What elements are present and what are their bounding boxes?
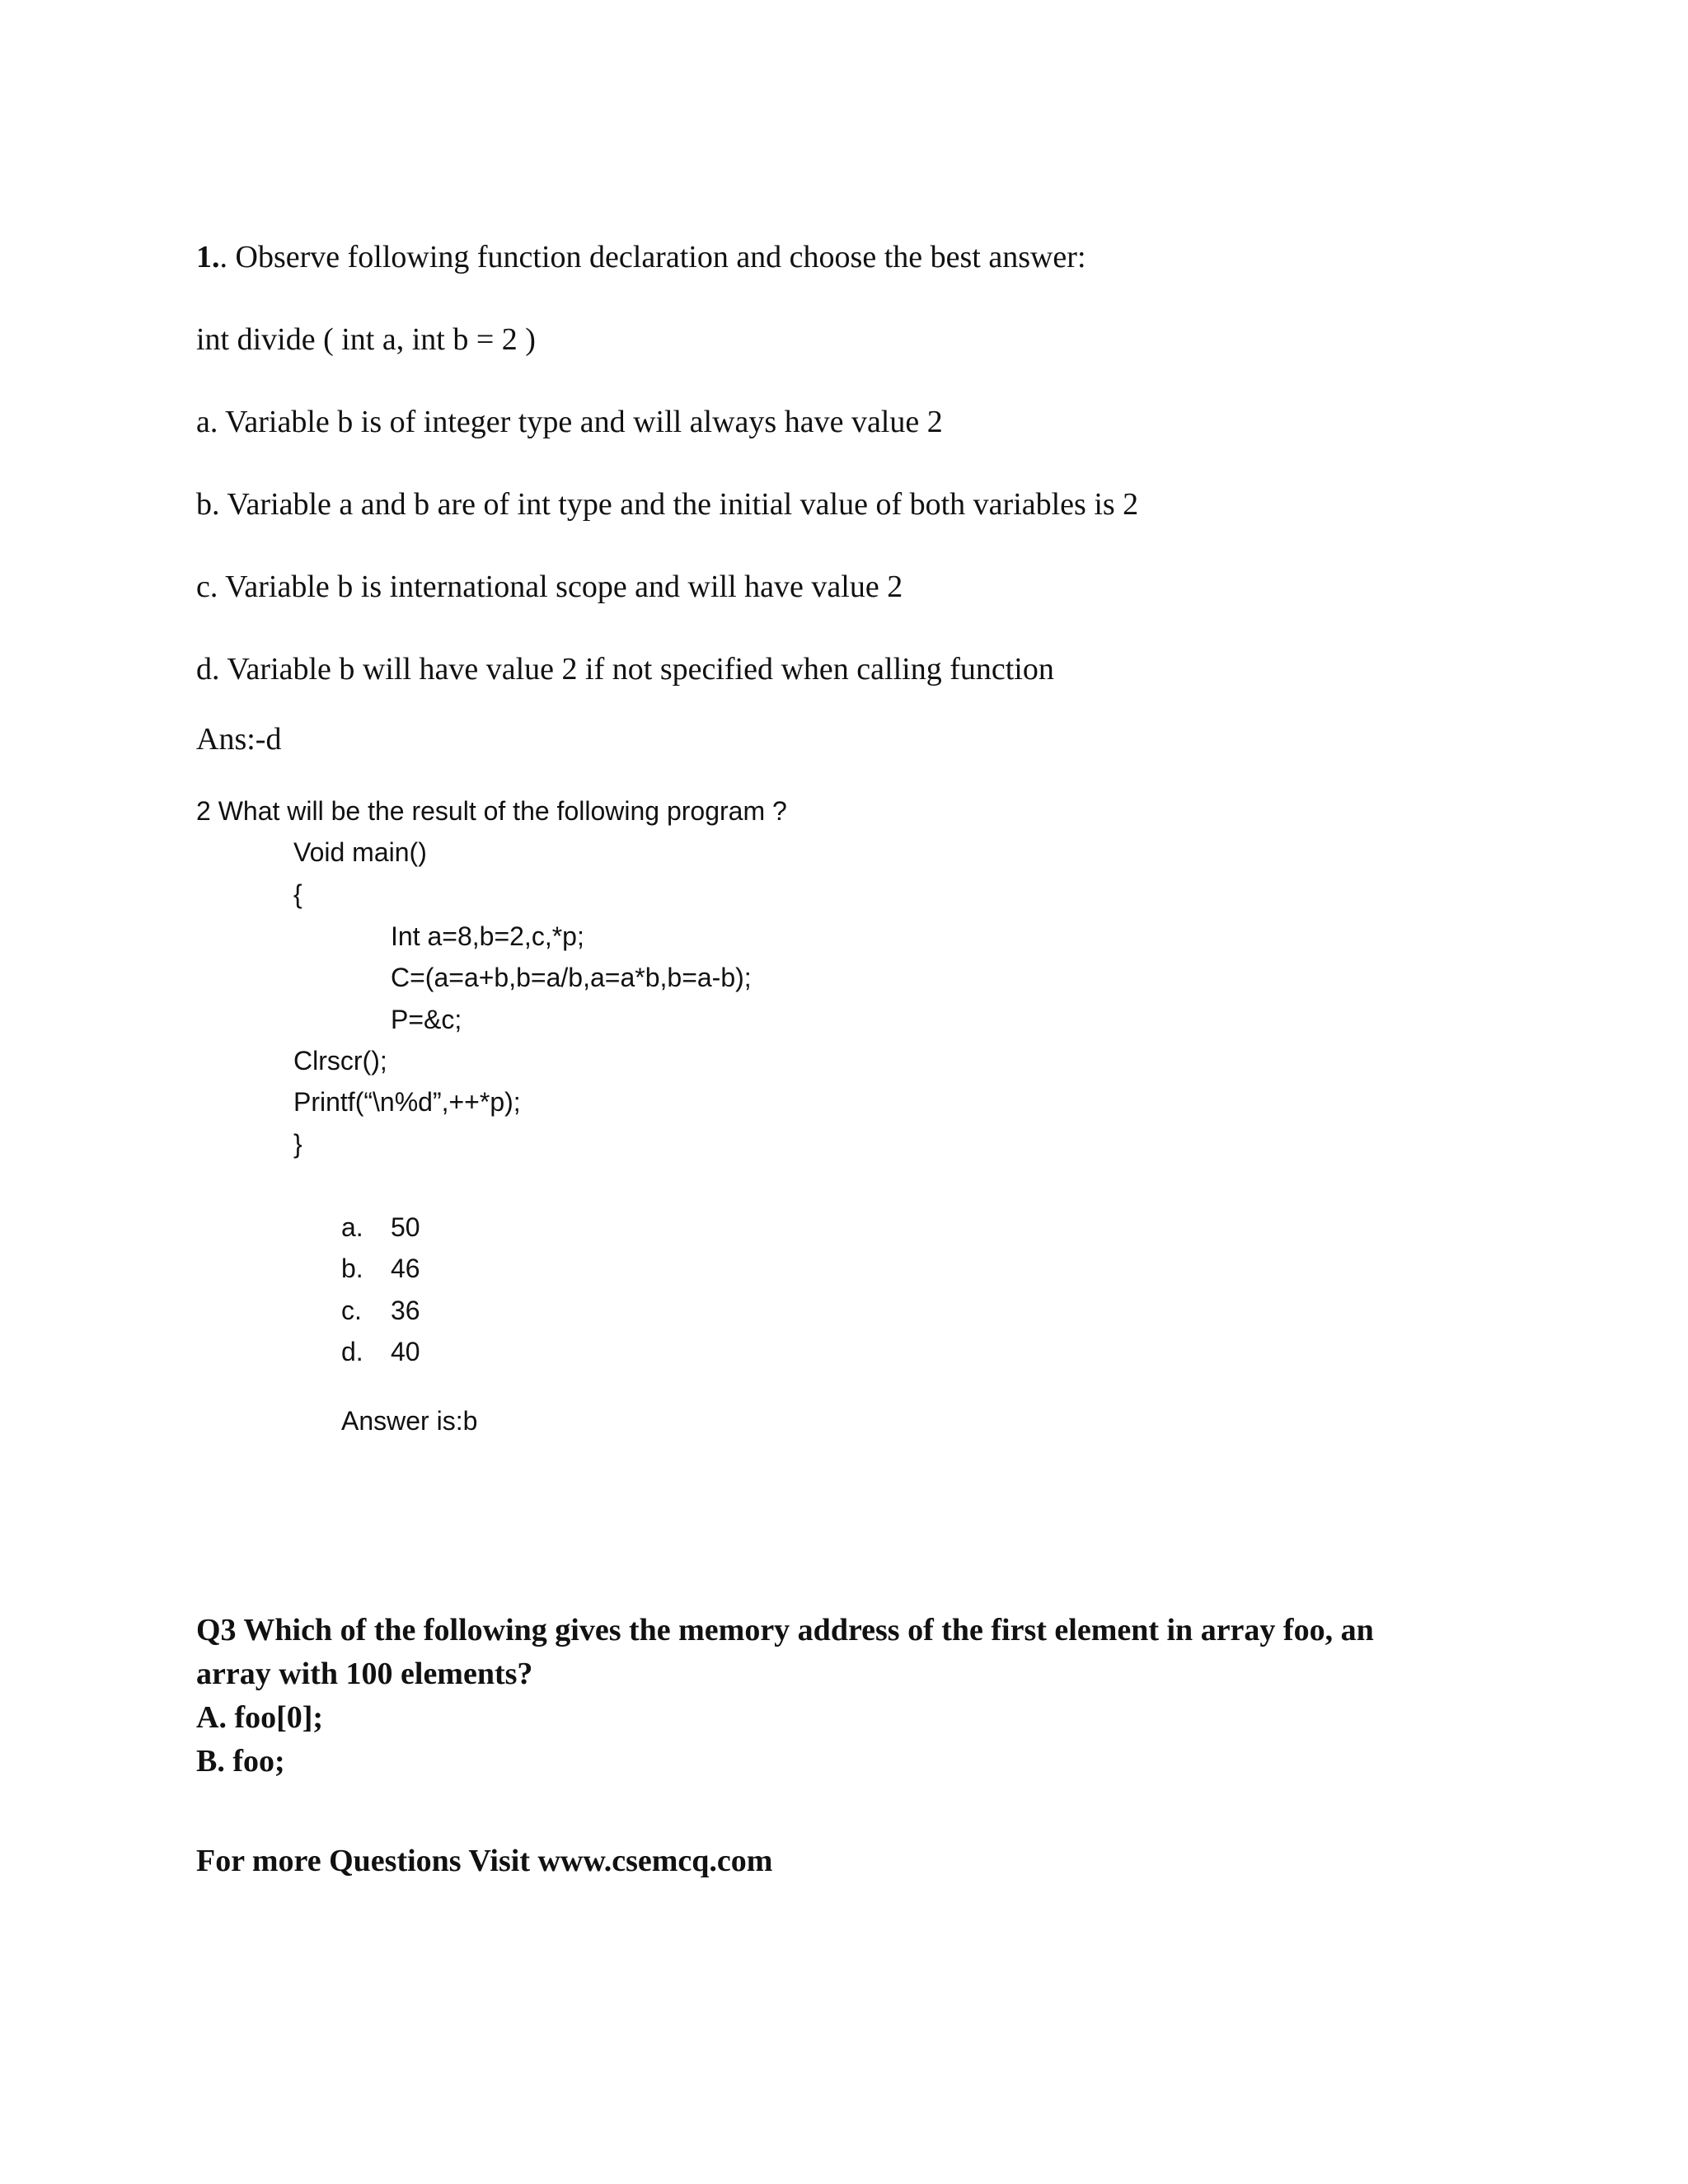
footer-link-text: For more Questions Visit www.csemcq.com (196, 1844, 773, 1878)
q3-question-line1: Q3 Which of the following gives the memory address of the first element in array foo, an (196, 1613, 1374, 1647)
q1-option-b: b. Variable a and b are of int type and the initial value of both variables is 2 (196, 487, 1139, 522)
q2-option-letter: a. (341, 1212, 363, 1242)
q2-code-line: Int a=8,b=2,c,*p; (391, 921, 584, 951)
q3-option-a: A. foo[0]; (196, 1700, 324, 1735)
q2-code-line: Clrscr(); (293, 1046, 387, 1076)
q2-option-value: 50 (391, 1212, 420, 1242)
q2-code-line: { (293, 879, 302, 909)
q2-code-line: } (293, 1129, 302, 1159)
q2-option-letter: b. (341, 1254, 363, 1283)
q2-code-line: P=&c; (391, 1005, 462, 1034)
q2-option-value: 46 (391, 1254, 420, 1283)
q2-code-line: Printf(“\n%d”,++*p); (293, 1087, 521, 1117)
q2-option-letter: c. (341, 1296, 362, 1325)
q1-option-d: d. Variable b will have value 2 if not specified when calling function (196, 652, 1054, 687)
q1-option-a: a. Variable b is of integer type and will always have value 2 (196, 405, 943, 439)
q2-question: 2 What will be the result of the following program ? (196, 796, 787, 826)
q1-answer: Ans:-d (196, 722, 282, 757)
q3-option-b: B. foo; (196, 1744, 285, 1779)
q1-question (196, 241, 1086, 275)
q2-option-value: 40 (391, 1337, 420, 1366)
q1-option-c: c. Variable b is international scope and will have value 2 (196, 569, 903, 604)
q2-option-letter: d. (341, 1337, 363, 1366)
q1-code: int divide ( int a, int b = 2 ) (196, 322, 536, 357)
q2-answer: Answer is:b (341, 1406, 478, 1436)
q2-code-line: C=(a=a+b,b=a/b,a=a*b,b=a-b); (391, 963, 752, 992)
q1-number: 1. (196, 240, 220, 274)
q2-option-value: 36 (391, 1296, 420, 1325)
q1-text: . Observe following function declaration and choose the best answer: (219, 240, 1086, 274)
q2-code-line: Void main() (293, 837, 427, 867)
q3-question-line2: array with 100 elements? (196, 1657, 533, 1691)
